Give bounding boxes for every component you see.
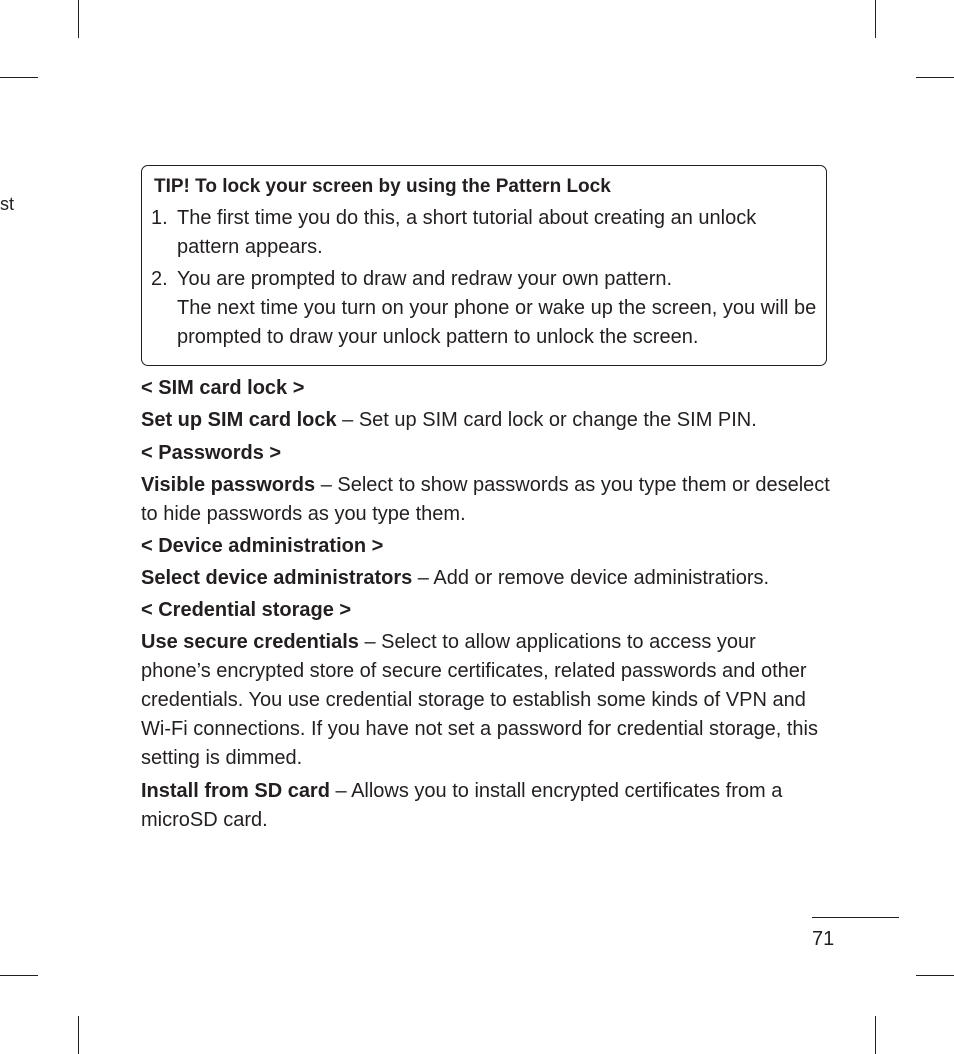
crop-mark-right-top xyxy=(916,77,954,78)
section-heading-device-admin: < Device administration > xyxy=(141,535,384,557)
section-heading-passwords: < Passwords > xyxy=(141,442,282,464)
crop-mark-right-bottom xyxy=(916,975,954,976)
tip-box xyxy=(141,165,827,366)
tip-title: TIP! To lock your screen by using the Pattern Lock xyxy=(154,176,611,197)
setting-description: – Add or remove device administratiors. xyxy=(412,567,770,589)
page-number: 71 xyxy=(812,928,835,950)
section-heading-sim: < SIM card lock > xyxy=(141,377,305,399)
setting-secure-credentials xyxy=(141,628,831,773)
setting-sim-lock xyxy=(141,406,831,435)
setting-description: – Select to allow applications to access your phone’s encrypted store of secure certificates, related passwords and other credentials. You use credential storage to establish some kinds of VPN and Wi-Fi connections. If you have not set a password for credential storage, this setting is dimmed. xyxy=(141,631,818,769)
section-heading-credential-storage: < Credential storage > xyxy=(141,599,352,621)
setting-description: – Select to show passwords as you type them or deselect to hide passwords as you type them. xyxy=(141,474,830,525)
crop-mark-left-bottom xyxy=(0,975,38,976)
page-number-rule xyxy=(812,917,899,918)
setting-term: Install from SD card xyxy=(141,780,330,802)
setting-device-administrators xyxy=(141,564,831,593)
setting-description: – Allows you to install encrypted certificates from a microSD card. xyxy=(141,780,783,831)
tip-item-text xyxy=(177,265,822,352)
edge-text-fragment: st xyxy=(0,194,15,214)
tip-item-line: You are prompted to draw and redraw your own pattern. xyxy=(177,268,673,290)
setting-term: Use secure credentials xyxy=(141,631,359,653)
setting-term: Visible passwords xyxy=(141,474,316,496)
crop-mark-bottom-right xyxy=(875,1016,876,1054)
tip-item-line: The next time you turn on your phone or wake up the screen, you will be prompted to draw your unlock pattern to unlock the screen. xyxy=(177,297,817,348)
tip-item-text: The first time you do this, a short tutorial about creating an unlock pattern appears. xyxy=(177,207,757,258)
setting-install-from-sd xyxy=(141,777,831,835)
setting-visible-passwords xyxy=(141,471,831,529)
crop-mark-top-right xyxy=(875,0,876,38)
setting-term: Set up SIM card lock xyxy=(141,409,337,431)
crop-mark-top-left xyxy=(78,0,79,38)
setting-term: Select device administrators xyxy=(141,567,413,589)
tip-item-number: 2. xyxy=(151,268,168,290)
tip-item-number: 1. xyxy=(151,207,168,229)
setting-description: – Set up SIM card lock or change the SIM PIN. xyxy=(336,409,757,431)
crop-mark-bottom-left xyxy=(78,1016,79,1054)
crop-mark-left-top xyxy=(0,77,38,78)
